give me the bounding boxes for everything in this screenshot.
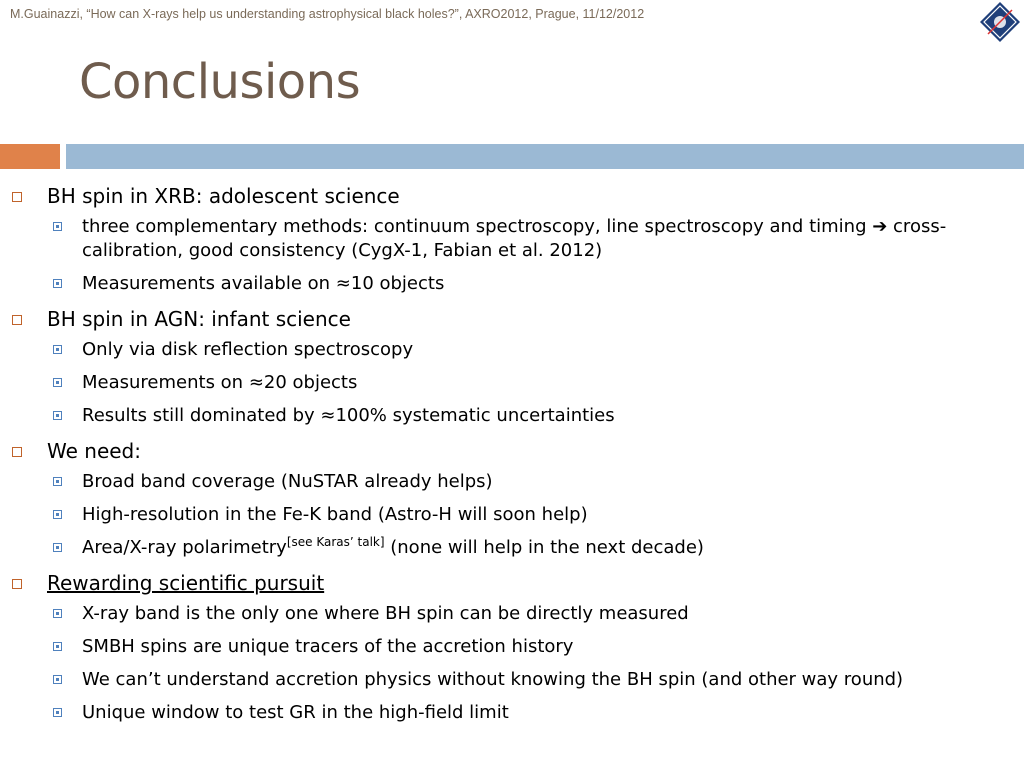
section-heading-text: Rewarding scientific pursuit xyxy=(47,571,325,595)
square-bullet-icon xyxy=(53,477,62,486)
list-item xyxy=(0,470,1024,494)
square-bullet-icon xyxy=(53,675,62,684)
list-item-text: Only via disk reflection spectroscopy xyxy=(82,339,414,360)
list-item-text: three complementary methods: continuum spectroscopy, line spectroscopy and timing ➔ cross-calibration, good consistency (CygX-1, Fabian et al. 2012) xyxy=(82,216,947,261)
section-heading xyxy=(0,305,1024,333)
list-item-text: Area/X-ray polarimetry xyxy=(82,537,287,558)
list-item xyxy=(0,338,1024,362)
list-item xyxy=(0,272,1024,296)
list-item-text: High-resolution in the Fe-K band (Astro-H will soon help) xyxy=(82,504,588,525)
list-item xyxy=(0,215,1024,263)
section-heading xyxy=(0,569,1024,597)
square-bullet-icon xyxy=(53,378,62,387)
list-item-text: X-ray band is the only one where BH spin can be directly measured xyxy=(82,603,689,624)
square-bullet-icon xyxy=(53,411,62,420)
section-heading xyxy=(0,182,1024,210)
header-citation: M.Guainazzi, “How can X-rays help us understanding astrophysical black holes?”, AXRO2012, Prague, 11/12/2012 xyxy=(10,7,645,21)
square-bullet-icon xyxy=(12,315,22,325)
square-bullet-icon xyxy=(53,642,62,651)
list-item xyxy=(0,371,1024,395)
list-item-text: Measurements available on ≈10 objects xyxy=(82,273,445,294)
list-item xyxy=(0,404,1024,428)
section-heading xyxy=(0,437,1024,465)
esa-diamond-logo-icon xyxy=(978,0,1022,44)
square-bullet-icon xyxy=(53,510,62,519)
list-item-text: Measurements on ≈20 objects xyxy=(82,372,358,393)
square-bullet-icon xyxy=(53,345,62,354)
square-bullet-icon xyxy=(12,447,22,457)
accent-bar-blue xyxy=(66,144,1024,169)
section-heading-text: BH spin in XRB: adolescent science xyxy=(47,184,400,208)
list-item xyxy=(0,536,1024,560)
square-bullet-icon xyxy=(12,192,22,202)
square-bullet-icon xyxy=(53,279,62,288)
list-item xyxy=(0,635,1024,659)
list-item xyxy=(0,602,1024,626)
square-bullet-icon xyxy=(53,543,62,552)
list-item-text: SMBH spins are unique tracers of the accretion history xyxy=(82,636,574,657)
list-item xyxy=(0,668,1024,692)
square-bullet-icon xyxy=(53,708,62,717)
list-item xyxy=(0,503,1024,527)
list-item xyxy=(0,701,1024,725)
section-heading-text: BH spin in AGN: infant science xyxy=(47,307,351,331)
list-item-text: We can’t understand accretion physics without knowing the BH spin (and other way round) xyxy=(82,669,904,690)
accent-bar-orange xyxy=(0,144,60,169)
square-bullet-icon xyxy=(12,579,22,589)
list-item-text: Results still dominated by ≈100% systematic uncertainties xyxy=(82,405,615,426)
square-bullet-icon xyxy=(53,609,62,618)
list-item-text: Broad band coverage (NuSTAR already helps) xyxy=(82,471,493,492)
slide-title: Conclusions xyxy=(79,54,361,110)
section-heading-text: We need: xyxy=(47,439,141,463)
square-bullet-icon xyxy=(53,222,62,231)
superscript-reference: [see Karas’ talk] xyxy=(286,535,385,549)
list-item-text-continued: (none will help in the next decade) xyxy=(384,537,704,558)
list-item-text: Unique window to test GR in the high-field limit xyxy=(82,702,509,723)
bullet-list xyxy=(0,182,1024,734)
